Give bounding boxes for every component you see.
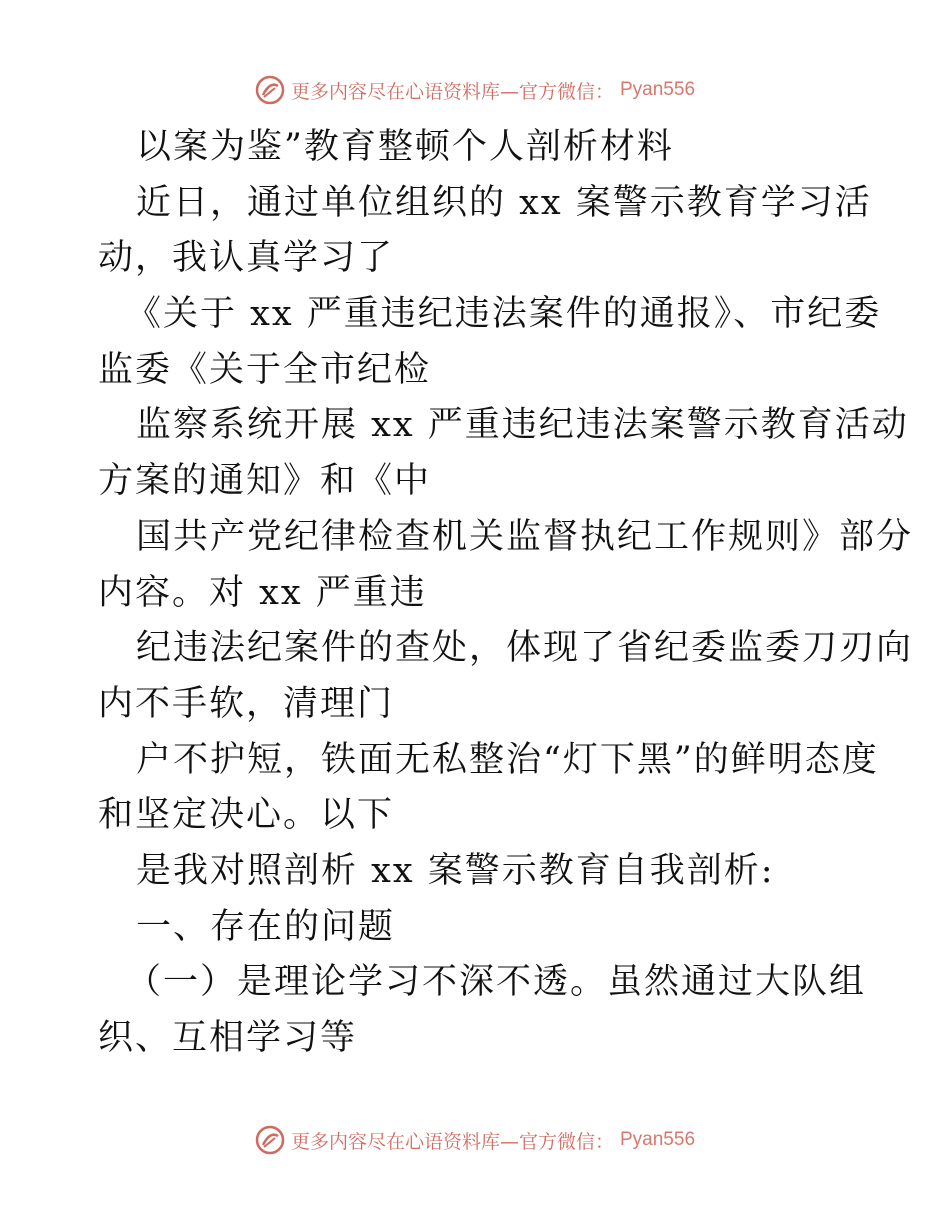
paragraph-line: （一）是理论学习不深不透。虽然通过大队组 (126, 962, 867, 1003)
paragraph-line: 监委《关于全市纪检 (98, 349, 432, 390)
footer-watermark (0, 1120, 950, 1160)
paragraph-line: 动，我认真学习了 (98, 238, 395, 279)
paragraph-line: 近日，通过单位组织的 xx 案警示教育学习活 (136, 182, 872, 223)
paragraph-line: 织、互相学习等 (98, 1018, 358, 1058)
watermark-text: 更多内容尽在心语资料库—官方微信： (290, 1130, 614, 1153)
paragraph-line: 是我对照剖析 xx 案警示教育自我剖析: (136, 850, 775, 891)
seal-logo-icon (255, 75, 285, 105)
seal-logo-icon (255, 1125, 285, 1155)
paragraph-line: 内容。对 xx 严重违 (98, 572, 427, 613)
section-heading: 一、存在的问题 (136, 906, 396, 947)
paragraph-line: 《关于 xx 严重违纪违法案件的通报》、市纪委 (126, 294, 882, 335)
paragraph-line: 内不手软，清理门 (98, 683, 395, 724)
watermark-handle: Pyan556 (620, 1129, 696, 1150)
document-body (98, 120, 914, 1067)
watermark-handle: Pyan556 (620, 79, 696, 100)
document-title: 以案为鉴”教育整顿个人剖析材料 (136, 127, 674, 167)
paragraph-line: 户不护短，铁面无私整治“灯下黑”的鲜明态度 (136, 739, 879, 780)
header-watermark (0, 70, 950, 110)
watermark-text: 更多内容尽在心语资料库—官方微信： (290, 80, 614, 103)
paragraph-line: 国共产党纪律检查机关监督执纪工作规则》部分 (136, 516, 914, 557)
paragraph-line: 监察系统开展 xx 严重违纪违法案警示教育活动 (136, 405, 909, 446)
paragraph-line: 纪违法纪案件的查处，体现了省纪委监委刀刃向 (136, 628, 914, 669)
paragraph-line: 方案的通知》和《中 (98, 461, 432, 502)
paragraph-line: 和坚定决心。以下 (98, 795, 395, 836)
